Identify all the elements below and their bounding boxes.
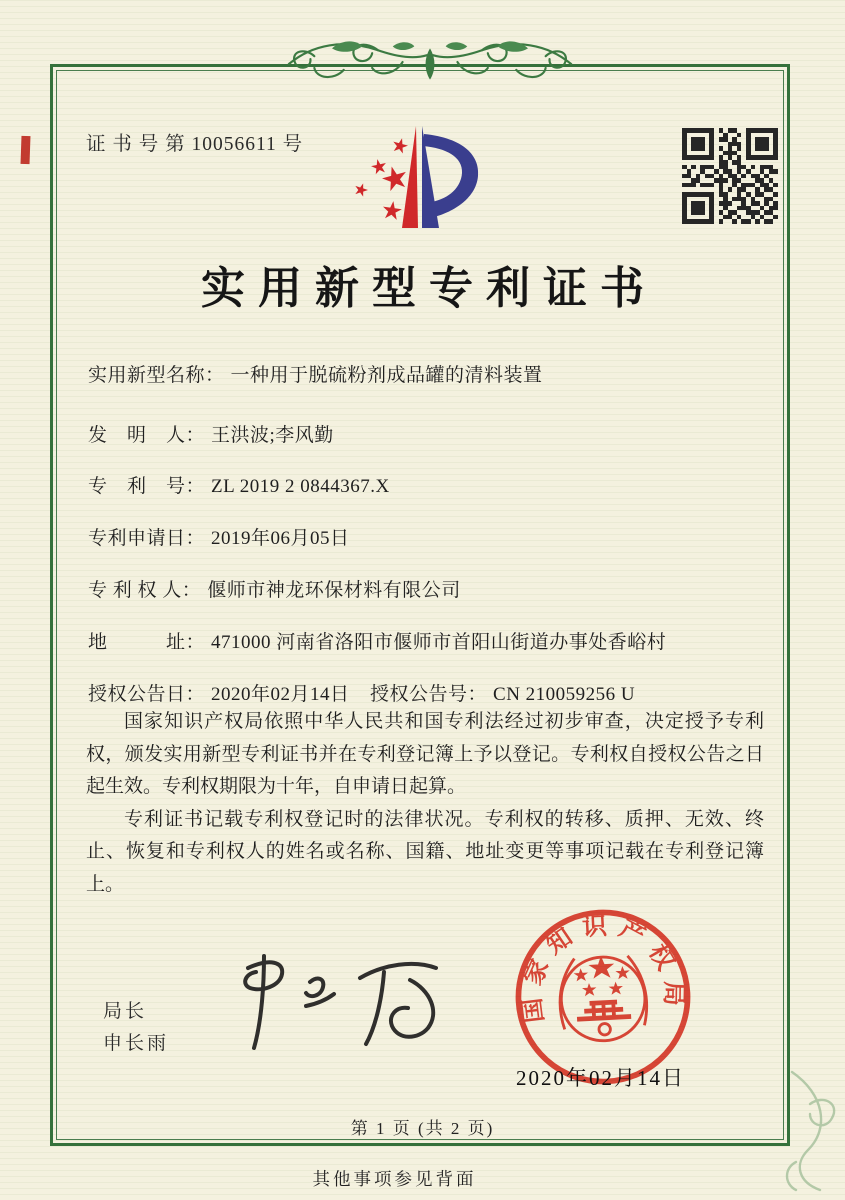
seal-text: 国家知识产权局 — [517, 912, 687, 1025]
field-label: 专利申请日： — [88, 528, 206, 549]
field-value: 2019年06月05日 — [211, 528, 350, 549]
certificate-number: 证 书 号 第 10056611 号 — [86, 134, 304, 155]
legal-text-block — [86, 706, 764, 901]
seal-national-emblem-icon — [558, 955, 649, 1043]
seal-date: 2020年02月14日 — [516, 1066, 685, 1090]
logo-stars-icon — [353, 136, 410, 220]
handwritten-signature — [218, 948, 458, 1058]
field-value: 471000 河南省洛阳市偃师市首阳山街道办事处香峪村 — [211, 632, 667, 653]
certificate-title: 实用新型专利证书 — [201, 264, 657, 313]
field-value: 2020年02月14日 — [211, 684, 350, 705]
qr-code-grid — [682, 128, 778, 224]
director-title: 局长 — [103, 1001, 148, 1022]
director-name: 申长雨 — [103, 1033, 170, 1054]
field-label: 专 利 权 人： — [88, 580, 202, 601]
field-value: 一种用于脱硫粉剂成品罐的清料装置 — [230, 365, 543, 386]
legal-paragraph-1: 国家知识产权局依照中华人民共和国专利法经过初步审查，决定授予专利权，颁发实用新型专利证书并在专利登记簿上予以登记。专利权自授权公告之日起生效。专利权期限为十年，自申请日起算。 — [86, 711, 764, 797]
logo-red-stripe — [402, 126, 418, 228]
edge-red-mark — [21, 136, 31, 164]
field-label: 授权公告日： — [88, 684, 206, 705]
field-value: CN 210059256 U — [493, 684, 636, 705]
page-number: 第 1 页 (共 2 页) — [350, 1119, 495, 1138]
field-row-invention-name — [88, 360, 543, 387]
cnipa-logo — [338, 118, 528, 238]
field-row-patentee — [88, 575, 461, 602]
field-label: 实用新型名称： — [88, 365, 225, 386]
field-row-address — [88, 627, 666, 654]
field-row-patent-number — [88, 471, 390, 498]
field-value: 偃师市神龙环保材料有限公司 — [207, 580, 461, 601]
field-label: 专 利 号： — [88, 476, 206, 497]
footer-note: 其他事项参见背面 — [312, 1169, 477, 1189]
field-label: 发 明 人： — [88, 425, 206, 446]
field-grant-publication-number — [370, 679, 635, 706]
field-row-grant-date — [88, 679, 636, 706]
field-label: 授权公告号： — [370, 684, 488, 705]
legal-paragraph-2: 专利证书记载专利权登记时的法律状况。专利权的转移、质押、无效、终止、恢复和专利权人的姓名或名称、国籍、地址变更等事项记载在专利登记簿上。 — [86, 808, 764, 895]
field-value: ZL 2019 2 0844367.X — [211, 476, 390, 497]
field-value: 王洪波;李风勤 — [211, 425, 334, 446]
field-row-inventor — [88, 420, 334, 447]
top-border-ornament-icon — [283, 34, 577, 94]
qr-code — [680, 126, 784, 230]
field-row-filing-date — [88, 523, 350, 550]
field-label: 地 址： — [88, 632, 206, 653]
